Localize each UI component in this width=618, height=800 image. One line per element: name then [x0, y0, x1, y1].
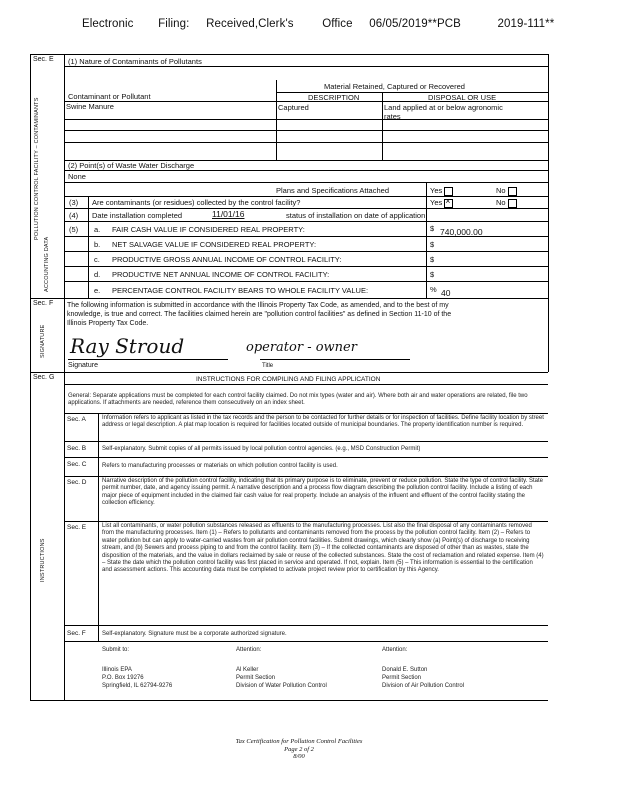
att1-line3: Division of Water Pollution Control — [236, 683, 327, 689]
acct-unit: $ — [430, 255, 435, 264]
sec-e-vert-label: POLLUTION CONTROL FACILITY – CONTAMINANTS — [34, 97, 40, 240]
acct-letter: c. — [94, 255, 100, 264]
acct-text: NET SALVAGE VALUE IF CONSIDERED REAL PROPERTY: — [112, 240, 317, 249]
col2-header: DESCRIPTION — [308, 93, 360, 102]
q3-no: No — [496, 198, 517, 208]
acct-letter: d. — [94, 270, 101, 279]
row-contaminant: Swine Manure — [66, 102, 114, 111]
q3-yes-checkbox[interactable] — [444, 199, 453, 208]
att2-line3: Division of Air Pollution Control — [382, 683, 465, 689]
sec-f-label: Sec. F — [33, 300, 54, 307]
header-electronic: Electronic — [82, 18, 134, 30]
address-line: Springfield, IL 62794-9276 — [102, 683, 173, 689]
instr-label: Sec. D — [67, 479, 87, 486]
col3-header: DISPOSAL OR USE — [428, 93, 497, 102]
acct-value: 40 — [441, 288, 451, 298]
instr-text: Narrative description of the pollution control facility, indicating that its primary purpose is to eliminate, prevent or reduce pollution. State the type of control facility. State permit number, date, and agency issuing permit. A narrative description and a process flow diagram describing the pollution control facility. Include a listing of each major piece of equipment included in the claimed fair cash value for real property. Include an analysis of the influent and effluent of the control facility stating the collection efficiency. — [102, 478, 543, 507]
instr-text: Refers to manufacturing processes or materials on which pollution control facility is used. — [102, 463, 338, 469]
att2-name: Donald E. Sutton — [382, 667, 428, 673]
acct-text: FAIR CASH VALUE IF CONSIDERED REAL PROPERTY: — [112, 225, 305, 234]
acct-letter: e. — [94, 286, 101, 295]
acct-unit: $ — [430, 224, 435, 233]
address-line: P.O. Box 19276 — [102, 675, 144, 681]
att1-name: Al Keller — [236, 667, 259, 673]
attention-label-2: Attention: — [382, 647, 408, 653]
instr-text: List all contaminants, or water pollution substances released as effluents to the manufacturing processes. List also the final disposal of any contaminants removed from the manufacturing processes. Item (1) – Refers to pollutants and contaminants removed from the process by the pollution control facility. Item (2) – Refers to water pollution but can apply to water-carried wastes from air pollution control facilities. Submit drawings, which clearly show (a) Point(s) of discharge to receiving stream, and (b) Sewers and process piping to and from the control facility. Item (3) – If the collected contaminants are disposed of other than as wastes, state the disposition of the materials, and the value in dollars reclaimed by sale or reuse of the collected substances. State the cost of reclamation and related expense. Item (4) – State the date which the pollution control facility was first placed in service and operated. If not, explain. Item (5) – This information is essential to the certification and assessment actions. This accounting data must be completed to activate project review prior to certification by this Agency. — [102, 523, 544, 574]
q5-num: (5) — [69, 225, 79, 234]
instr-text: Self-explanatory. Submit copies of all permits issued by local pollution control agencies. (e.g., MSD Construction Permit) — [102, 446, 421, 452]
acct-unit: $ — [430, 240, 435, 249]
q3-num: (3) — [69, 198, 79, 207]
instr-label: Sec. C — [67, 461, 87, 468]
instr-label: Sec. A — [67, 416, 86, 423]
row-disposal-2: rates — [384, 112, 401, 121]
instr-text: Self-explanatory. Signature must be a corporate authorized signature. — [102, 631, 287, 637]
att2-line2: Permit Section — [382, 675, 422, 681]
sec-f-text-3: Illinois Property Tax Code. — [67, 320, 149, 327]
col2-top: Material Retained, Captured or Recovered — [324, 82, 465, 91]
acct-text: PRODUCTIVE GROSS ANNUAL INCOME OF CONTROL FACILITY: — [112, 255, 342, 264]
plans-yes-checkbox[interactable] — [444, 187, 453, 196]
sec-g-vert-label: INSTRUCTIONS — [40, 538, 46, 582]
title-handwritten: operator - owner — [246, 340, 357, 355]
acct-letter: b. — [94, 240, 101, 249]
row-disposal-1: Land applied at or below agronomic — [384, 103, 503, 112]
header-date: 06/05/2019**PCB — [369, 18, 461, 30]
signature-label: Signature — [68, 362, 98, 369]
sec-f-vert-label: SIGNATURE — [40, 324, 46, 358]
q4-date: 11/01/16 — [212, 209, 245, 219]
q4-num: (4) — [69, 211, 79, 220]
header-docket: 2019-111** — [497, 18, 555, 30]
q3-text: Are contaminants (or residues) collected by the control facility? — [92, 198, 301, 207]
footer-title: Tax Certification for Pollution Control Facilities — [235, 738, 363, 745]
sec-g-heading: INSTRUCTIONS FOR COMPILING AND FILING APPLICATION — [196, 376, 381, 383]
acct-letter: a. — [94, 225, 101, 234]
att1-line2: Permit Section — [236, 675, 276, 681]
acct-unit: % — [430, 285, 437, 294]
plans-question: Plans and Specifications Attached — [276, 186, 389, 195]
footer-rev: 8/00 — [293, 753, 305, 760]
q4-text-a: Date installation completed — [92, 211, 183, 220]
plans-no-checkbox[interactable] — [508, 187, 517, 196]
col1-header: Contaminant or Pollutant — [68, 92, 151, 101]
acct-value: 740,000.00 — [440, 227, 483, 237]
q4-text-b: status of installation on date of application — [286, 211, 426, 220]
header-filing: Filing: — [158, 18, 190, 30]
instr-label: Sec. F — [67, 630, 86, 637]
instr-label: Sec. E — [67, 524, 87, 531]
sec-g-label: Sec. G — [33, 374, 55, 381]
submit-label: Submit to: — [102, 647, 130, 653]
q3-yes: Yes× — [430, 198, 453, 208]
accounting-vert-label: ACCOUNTING DATA — [44, 236, 50, 292]
sec-g-general: General: Separate applications must be completed for each control facility claimed. Do not mix types (water and air). Where both air and water operations are related, file two applications. If attachments are needed, reference them consecutively on an index sheet. — [68, 393, 528, 407]
footer-page: Page 2 of 2 — [284, 746, 314, 753]
sec-f-text-1: The following information is submitted in accordance with the Illinois Property Tax Code, as amended, and to the best of my — [67, 302, 449, 309]
acct-unit: $ — [430, 270, 435, 279]
instr-label: Sec. B — [67, 445, 87, 452]
sec-e-label: Sec. E — [33, 56, 54, 63]
header-office: Office — [322, 18, 353, 30]
title-label: Title — [262, 363, 274, 369]
acct-text: PERCENTAGE CONTROL FACILITY BEARS TO WHOLE FACILITY VALUE: — [112, 286, 369, 295]
item2-value: None — [68, 172, 86, 181]
acct-text: PRODUCTIVE NET ANNUAL INCOME OF CONTROL FACILITY: — [112, 270, 330, 279]
header-received: Received,Clerk's — [206, 18, 294, 30]
plans-yes: Yes — [430, 186, 453, 196]
item1-title: (1) Nature of Contaminants of Pollutants — [68, 57, 202, 66]
q3-no-checkbox[interactable] — [508, 199, 517, 208]
instr-text: Information refers to applicant as listed in the tax records and the person to be contacted for further details or for inspection of facilities. Define facility location by street address or legal description. A plat map location is required for facilities located outside of municipal boundaries. The property identification number is required. — [102, 415, 544, 429]
address-line: Illinois EPA — [102, 667, 132, 673]
plans-no: No — [496, 186, 517, 196]
sec-f-text-2: knowledge, is true and correct. The facilities claimed herein are "pollution control facilities" as defined in Section 11-10 of the — [67, 311, 452, 318]
signature-handwritten: Ray Stroud — [70, 334, 185, 358]
attention-label-1: Attention: — [236, 647, 262, 653]
item2-title: (2) Point(s) of Waste Water Discharge — [68, 161, 195, 170]
row-description: Captured — [278, 103, 309, 112]
